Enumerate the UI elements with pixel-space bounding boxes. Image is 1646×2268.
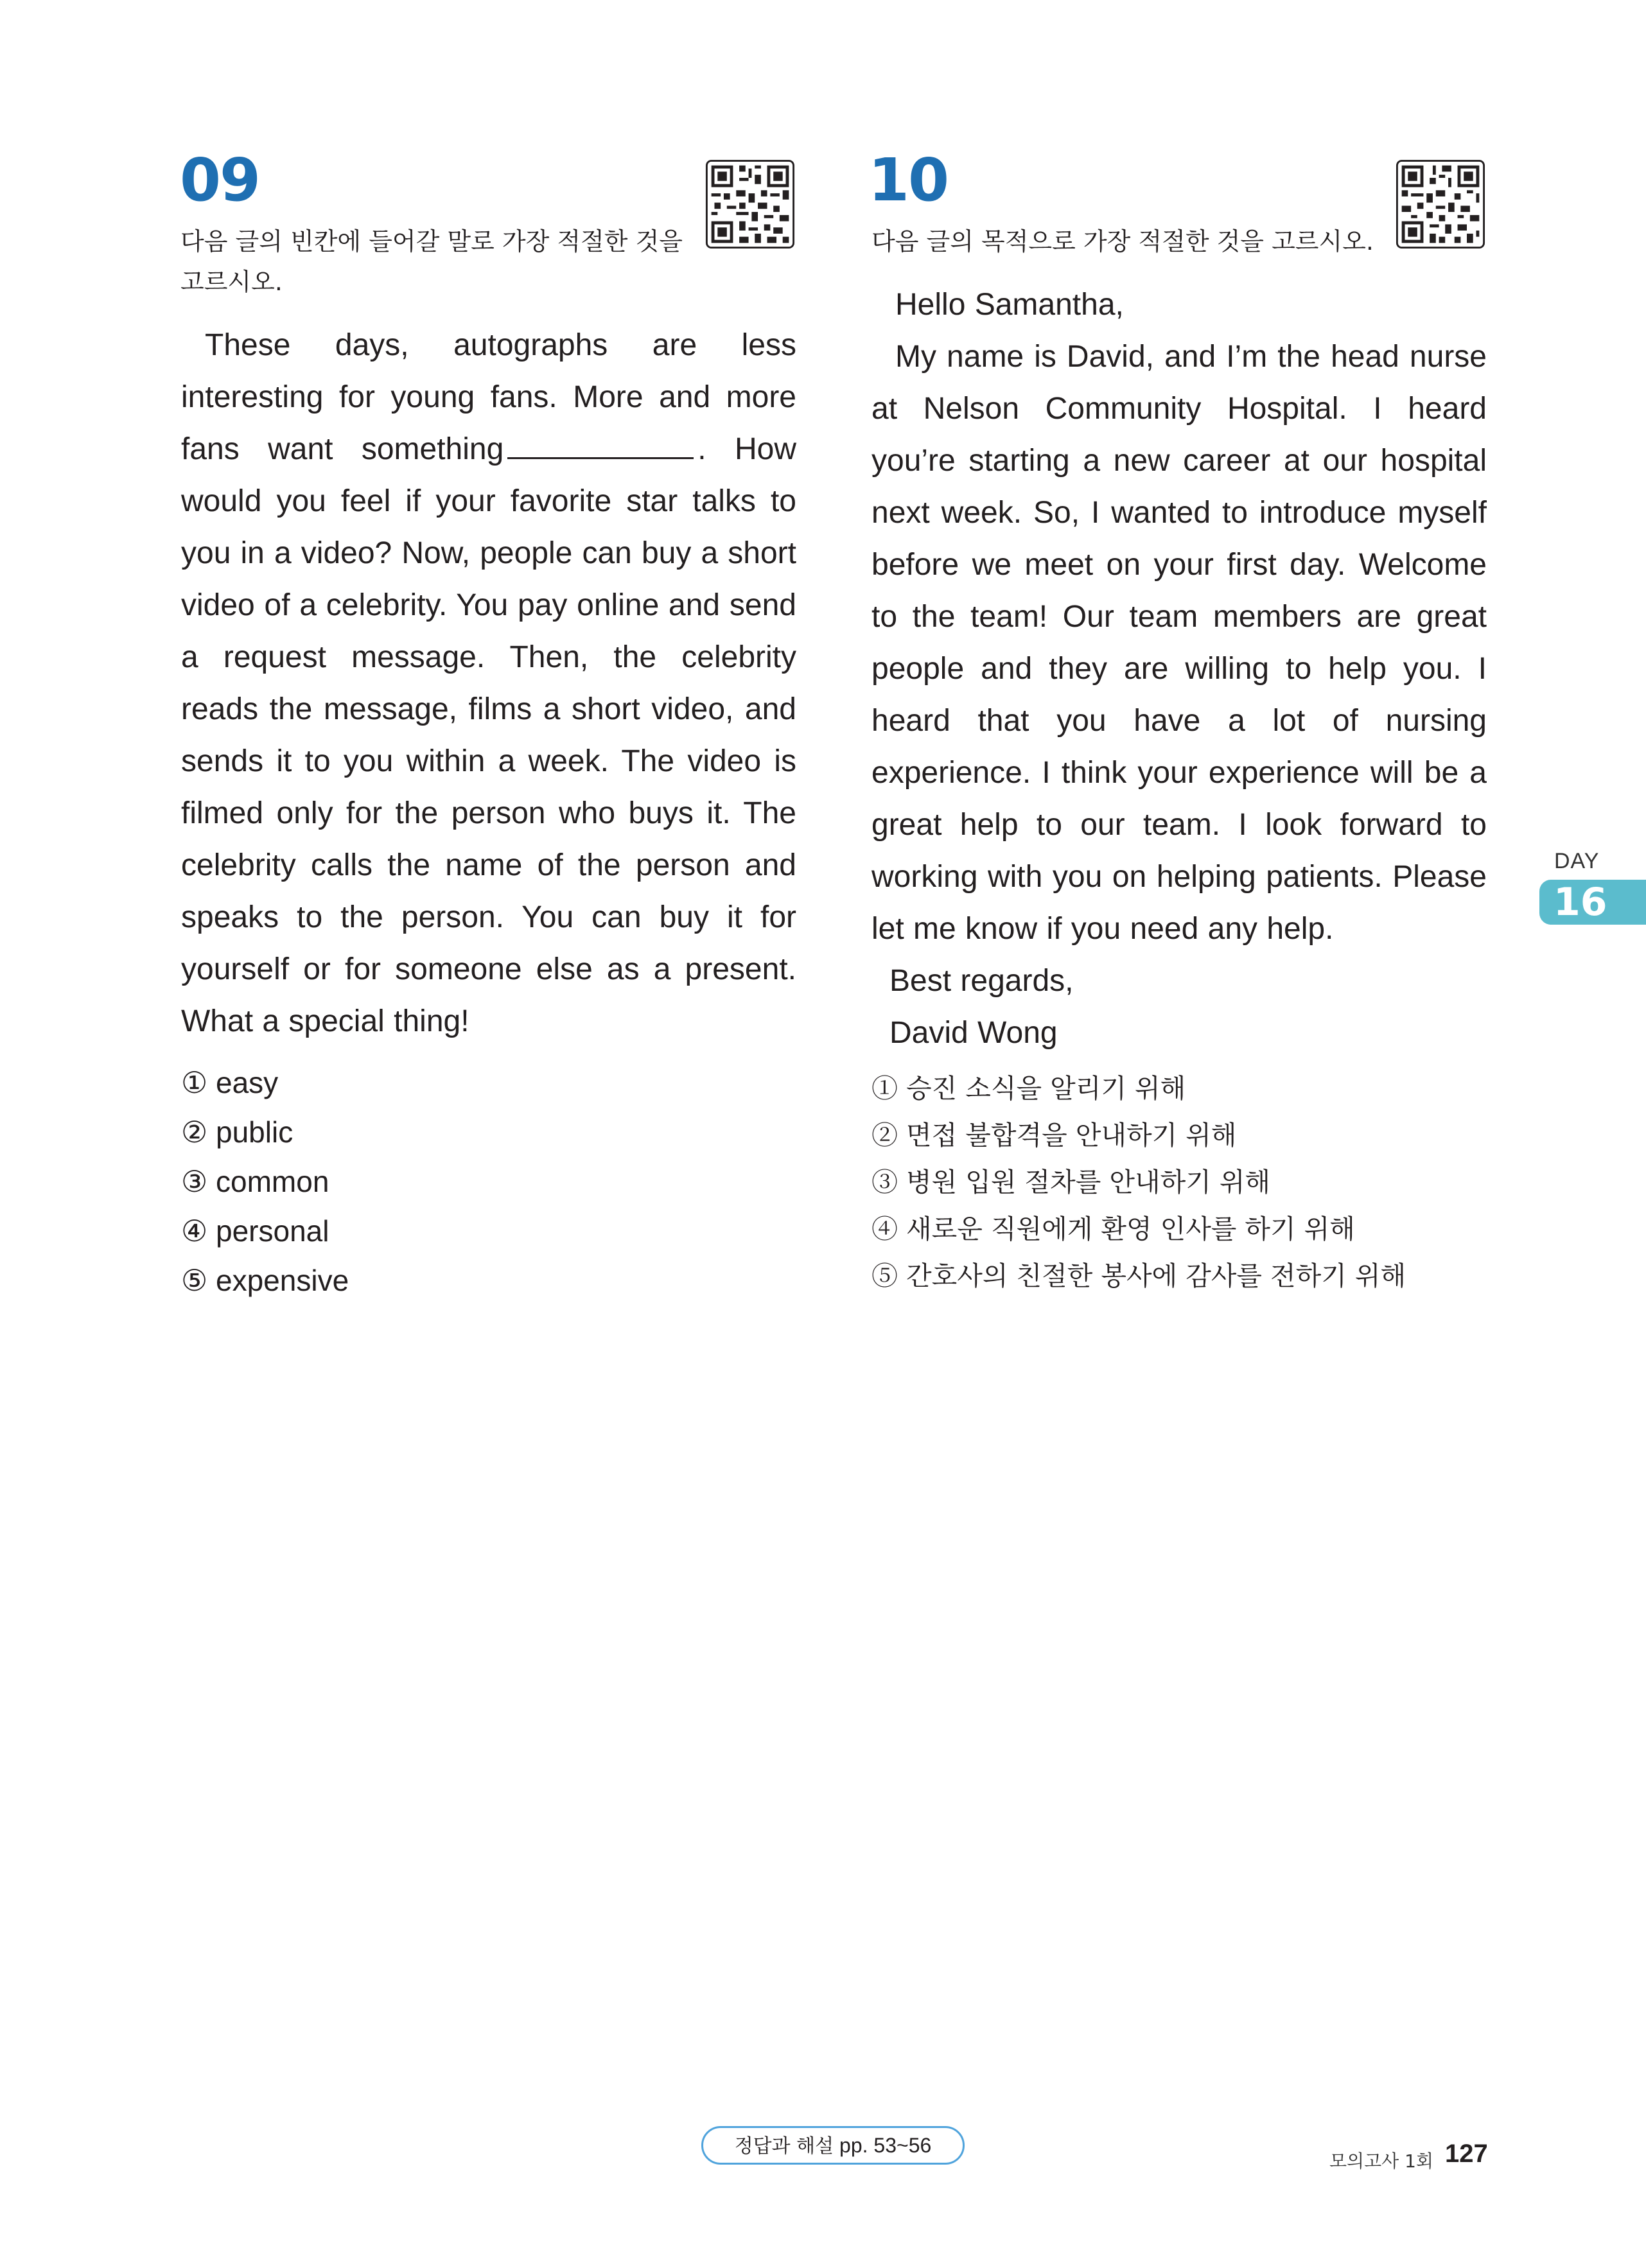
instruction-line-2: 고르시오. (180, 268, 283, 296)
passage-text-after-blank: . How would you feel if your favorite star talks to you in a video? Now, people can buy a short video of a celebrity. You pay online and send a request message. Then, the celebrity reads the message, films a short video, and sends it to you within a week. The video is filmed only for the person who buys it. The celebrity calls the name of the person and speaks to the person. You can buy it for yourself or for someone else as a present. What a special thing! (181, 432, 796, 1038)
letter-body: My name is David, and I’m the head nurse at Nelson Community Hospital. I heard you’re starting a new career at our hospital next week. So, I wanted to introduce myself before we meet on your first day. Welcome to the team! Our team members are great people and they are willing to help you. I heard that you have a lot of nursing experience. I think your experience will be a great help to our team. I look forward to working with you on helping patients. Please let me know if you need any help. (871, 340, 1487, 946)
option-1[interactable]: ① easy (181, 1066, 279, 1099)
option-2[interactable]: ② 면접 불합격을 안내하기 위해 (871, 1120, 1237, 1151)
option-5[interactable]: ⑤ expensive (181, 1264, 349, 1297)
answer-reference[interactable] (701, 2126, 965, 2165)
question-10-options (871, 1065, 1406, 1300)
question-9-options (181, 1058, 349, 1305)
option-4[interactable]: ④ 새로운 직원에게 환영 인사를 하기 위해 (871, 1214, 1355, 1244)
answer-blank (507, 434, 694, 459)
question-10-passage (871, 279, 1487, 1059)
day-label: DAY (1554, 849, 1600, 873)
option-2[interactable]: ② public (181, 1115, 293, 1149)
instruction-line-1: 다음 글의 빈칸에 들어갈 말로 가장 적절한 것을 (180, 227, 683, 256)
option-4[interactable]: ④ personal (181, 1214, 329, 1248)
question-9-instruction (180, 222, 694, 302)
question-number-09: 09 (180, 146, 260, 214)
option-1[interactable]: ① 승진 소식을 알리기 위해 (871, 1073, 1186, 1104)
letter-greeting: Hello Samantha, (895, 288, 1124, 322)
passage-text-before-blank: These days, autographs are less interesting for young fans. More and more fans want something (181, 328, 796, 466)
question-9-passage (181, 319, 796, 1047)
qr-code-icon (705, 159, 795, 249)
option-3[interactable]: ③ common (181, 1165, 329, 1198)
answer-reference-pages: pp. 53~56 (839, 2134, 932, 2157)
day-tab[interactable]: 16 (1539, 880, 1646, 925)
test-title: 모의고사 1회 (1329, 2150, 1433, 2172)
letter-closing: Best regards, (889, 964, 1074, 998)
letter-signature: David Wong (889, 1016, 1058, 1050)
question-10-instruction: 다음 글의 목적으로 가장 적절한 것을 고르시오. (871, 227, 1374, 256)
qr-code-icon (1396, 159, 1485, 249)
option-5[interactable]: ⑤ 간호사의 친절한 봉사에 감사를 전하기 위해 (871, 1260, 1406, 1291)
option-3[interactable]: ③ 병원 입원 절차를 안내하기 위해 (871, 1167, 1271, 1198)
answer-reference-label: 정답과 해설 (734, 2135, 834, 2158)
page-number: 127 (1445, 2140, 1488, 2168)
question-number-10: 10 (868, 146, 949, 214)
